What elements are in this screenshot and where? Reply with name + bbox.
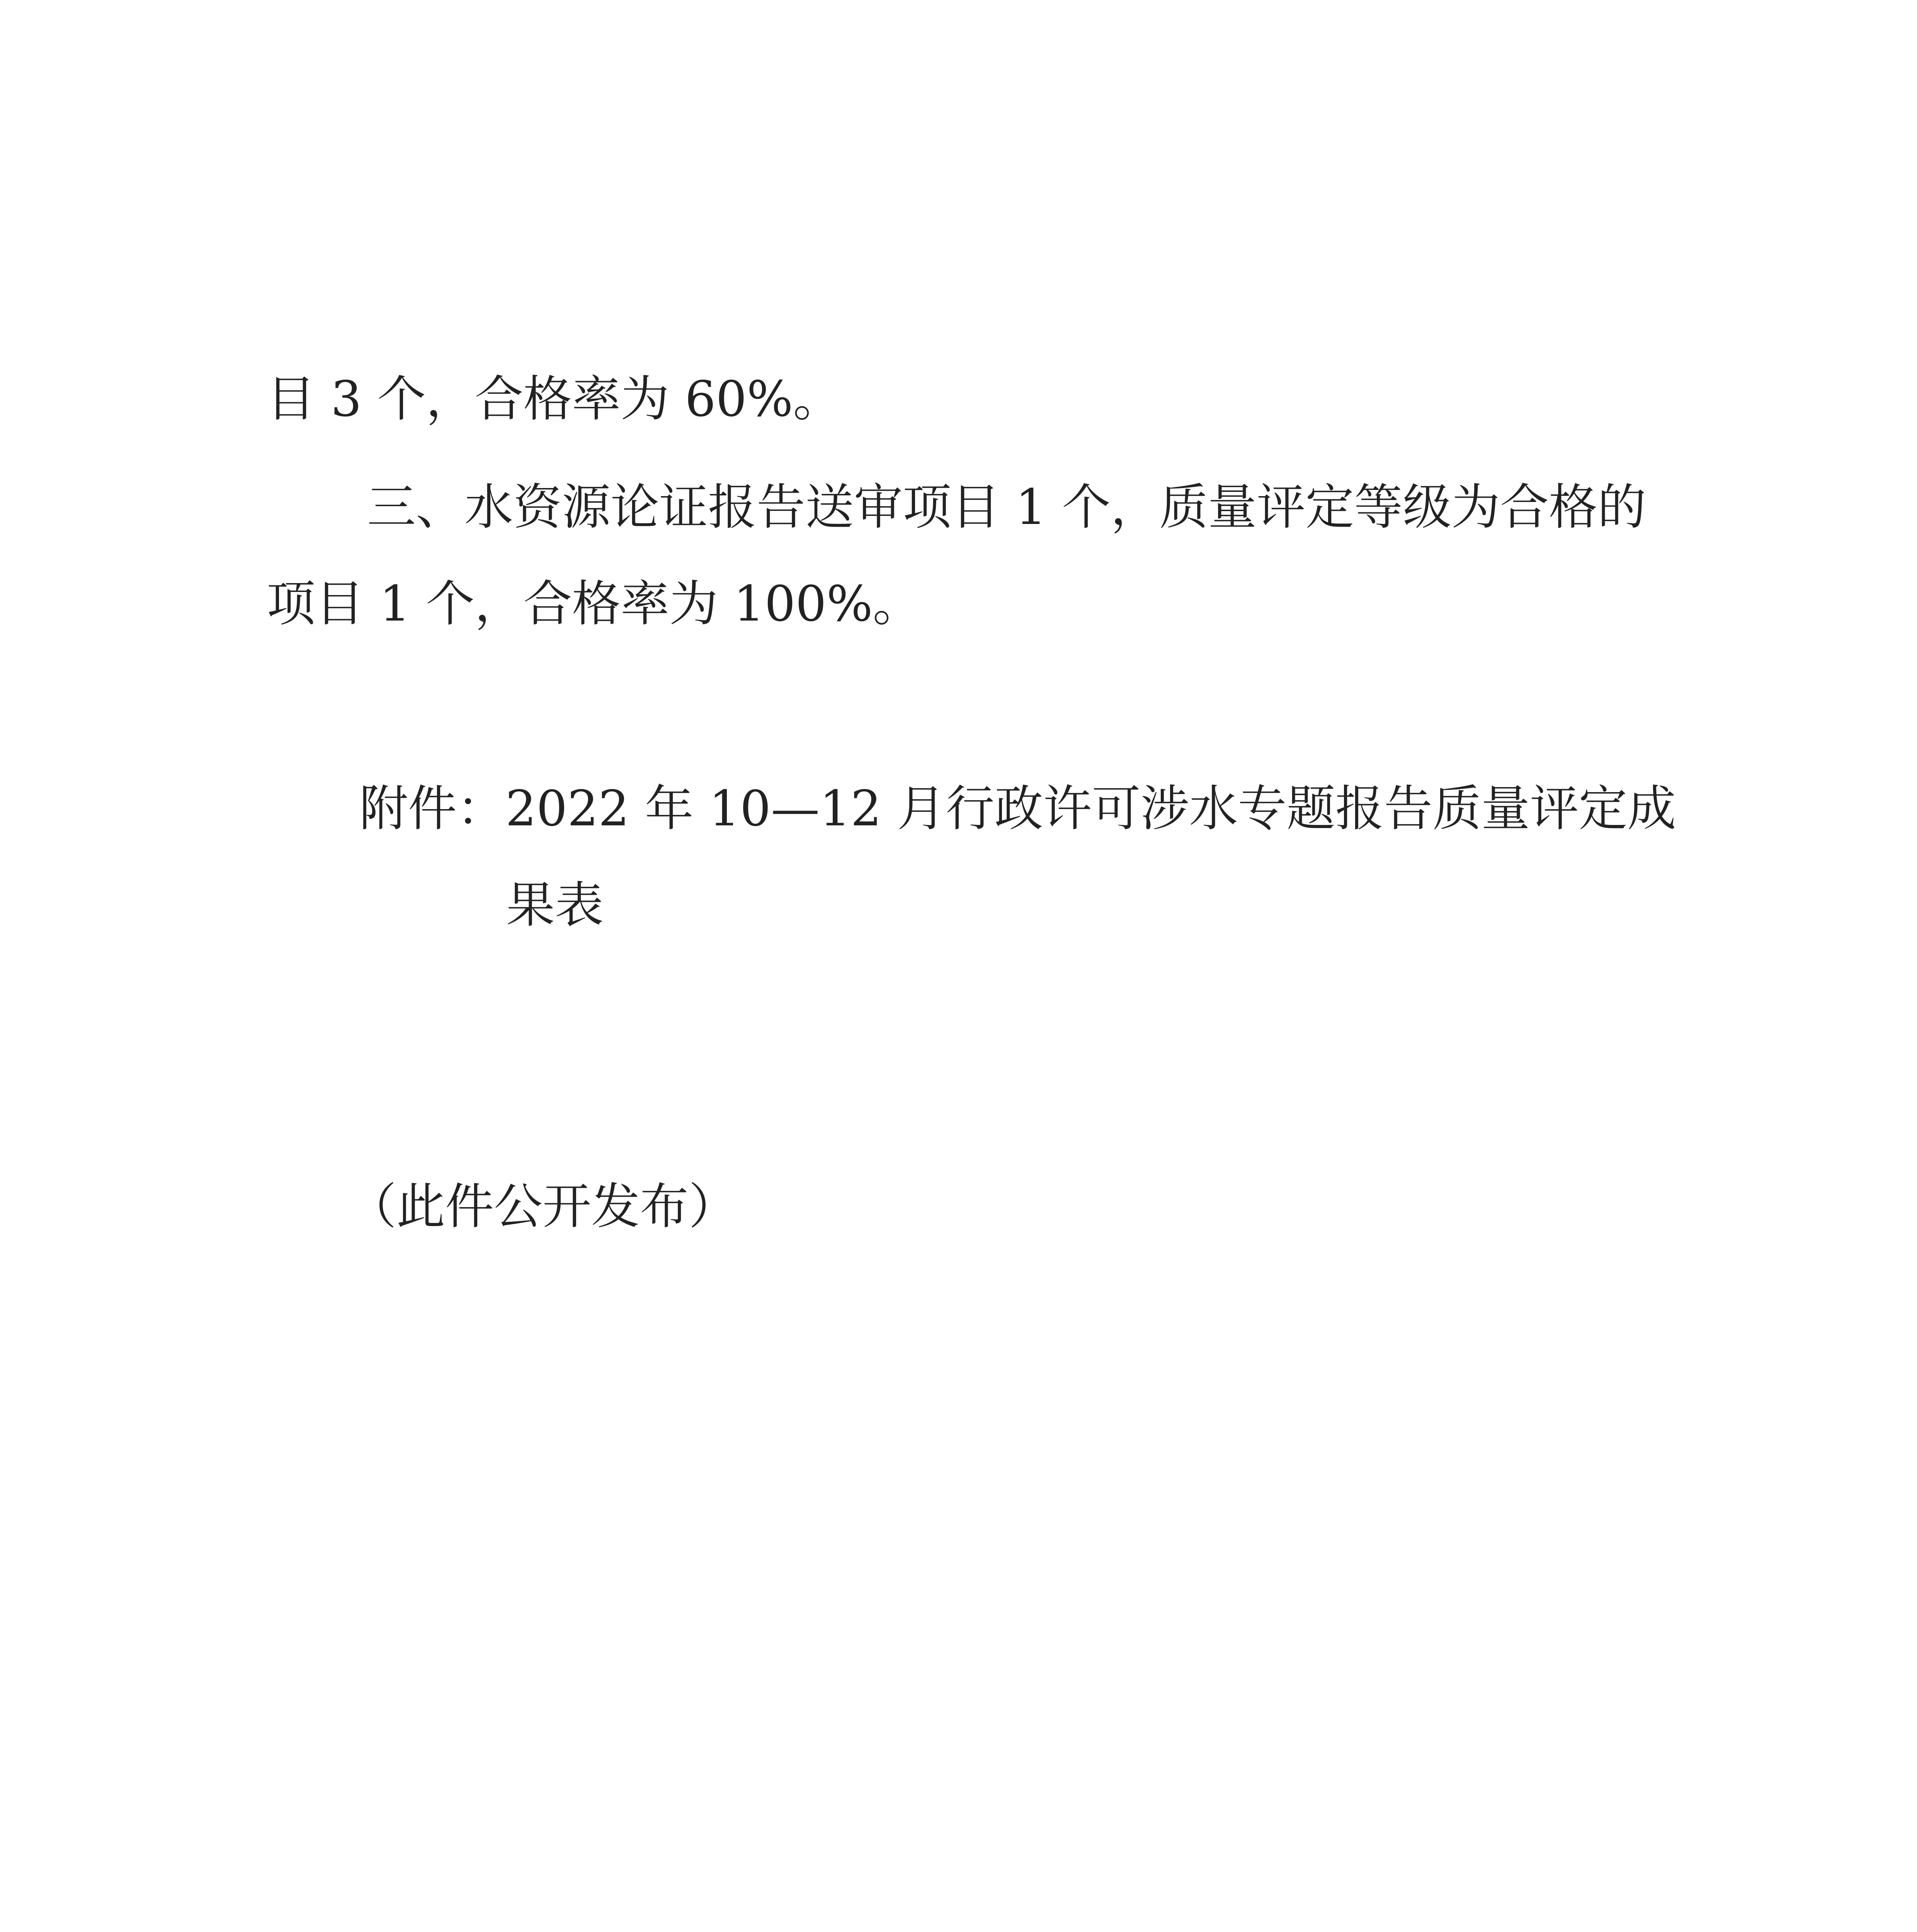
paragraph-3-line-1: 三、水资源论证报告送审项目 1 个，质量评定等级为合格的: [367, 479, 1647, 536]
paragraph-3-line-2: 项目 1 个，合格率为 100%。: [267, 575, 922, 632]
body-line-1: 目 3 个，合格率为 60%。: [267, 371, 842, 427]
attachment-line-2: 果表: [506, 877, 604, 934]
publish-note: （此件公开发布）: [348, 1178, 737, 1235]
attachment-line-1: 附件：2022 年 10—12 月行政许可涉水专题报告质量评定成: [359, 780, 1676, 837]
